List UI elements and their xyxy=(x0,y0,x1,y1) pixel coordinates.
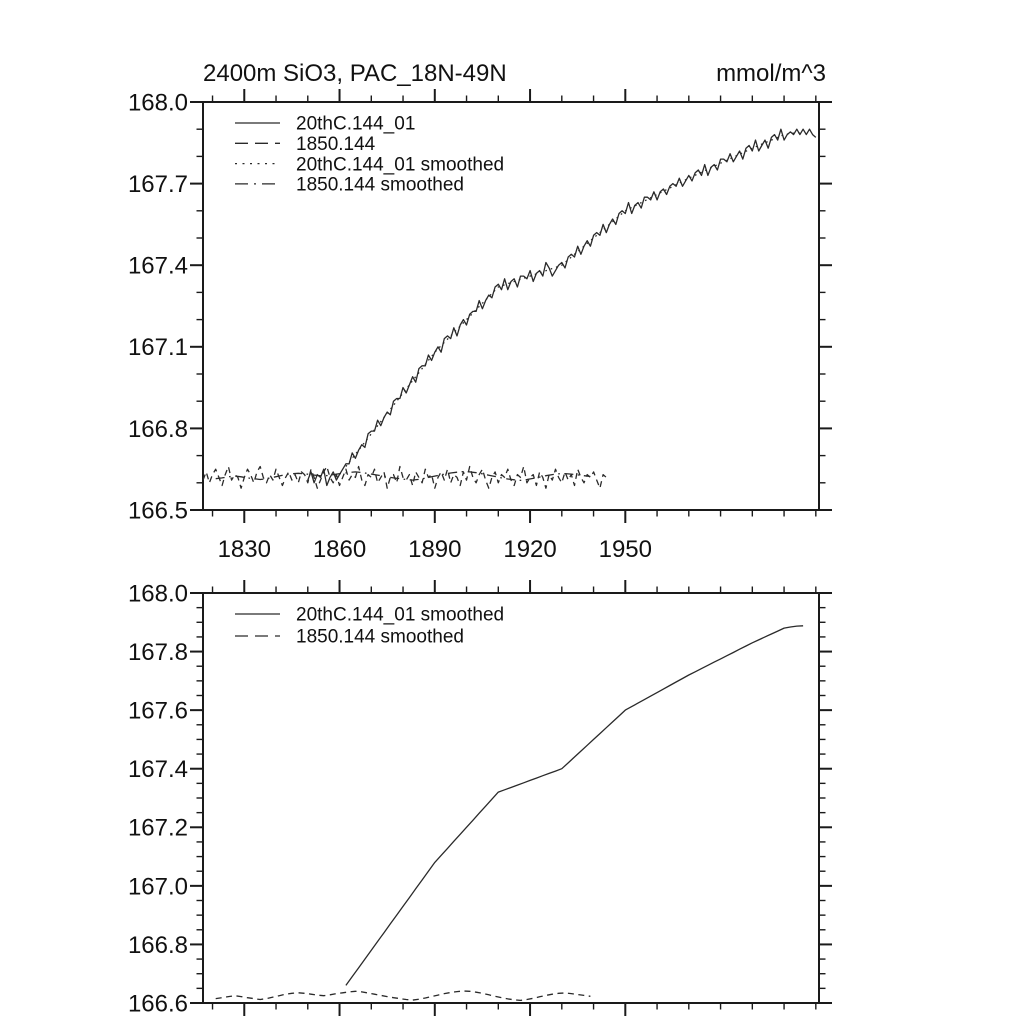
y-tick-label: 167.0 xyxy=(127,873,188,901)
y-tick-label: 168.0 xyxy=(127,89,188,117)
y-tick-label: 166.5 xyxy=(127,497,188,525)
y-tick-label: 167.8 xyxy=(127,638,188,666)
x-tick-label: 1950 xyxy=(598,536,653,563)
legend-label: 20thC.144_01 smoothed xyxy=(296,604,505,626)
x-tick-label: 1830 xyxy=(217,536,271,563)
legend-label: 1850.144 xyxy=(296,133,376,155)
y-tick-label: 167.1 xyxy=(127,334,188,362)
top-plot xyxy=(128,89,832,563)
legend-label: 20thC.144_01 xyxy=(296,113,416,135)
legend-label: 1850.144 smoothed xyxy=(296,174,464,196)
legend-label: 1850.144 smoothed xyxy=(296,626,464,648)
chart-units-label: mmol/m^3 xyxy=(716,60,826,87)
legend xyxy=(235,605,504,648)
series-20thc-144-01-smoothed xyxy=(346,626,803,986)
y-tick-label: 166.8 xyxy=(127,415,188,443)
y-tick-label: 167.4 xyxy=(127,756,188,784)
chart-title: 2400m SiO3, PAC_18N-49N xyxy=(203,60,507,87)
y-tick-label: 167.4 xyxy=(127,252,188,280)
x-tick-label: 1860 xyxy=(312,536,367,563)
legend-label: 20thC.144_01 smoothed xyxy=(296,154,505,176)
y-tick-label: 166.6 xyxy=(127,990,188,1018)
x-tick-label: 1890 xyxy=(408,536,462,563)
legend xyxy=(235,114,504,196)
y-tick-label: 166.8 xyxy=(127,931,188,959)
y-tick-label: 167.6 xyxy=(127,697,188,725)
y-tick-label: 167.7 xyxy=(127,171,188,198)
series-1850-144-smoothed xyxy=(216,991,591,1000)
x-tick-label: 1920 xyxy=(503,536,557,563)
plot-frame xyxy=(203,593,819,1003)
series-1850-144 xyxy=(203,467,606,489)
bottom-plot xyxy=(128,580,832,1017)
y-tick-label: 168.0 xyxy=(127,580,188,608)
y-tick-label: 167.2 xyxy=(127,814,188,842)
